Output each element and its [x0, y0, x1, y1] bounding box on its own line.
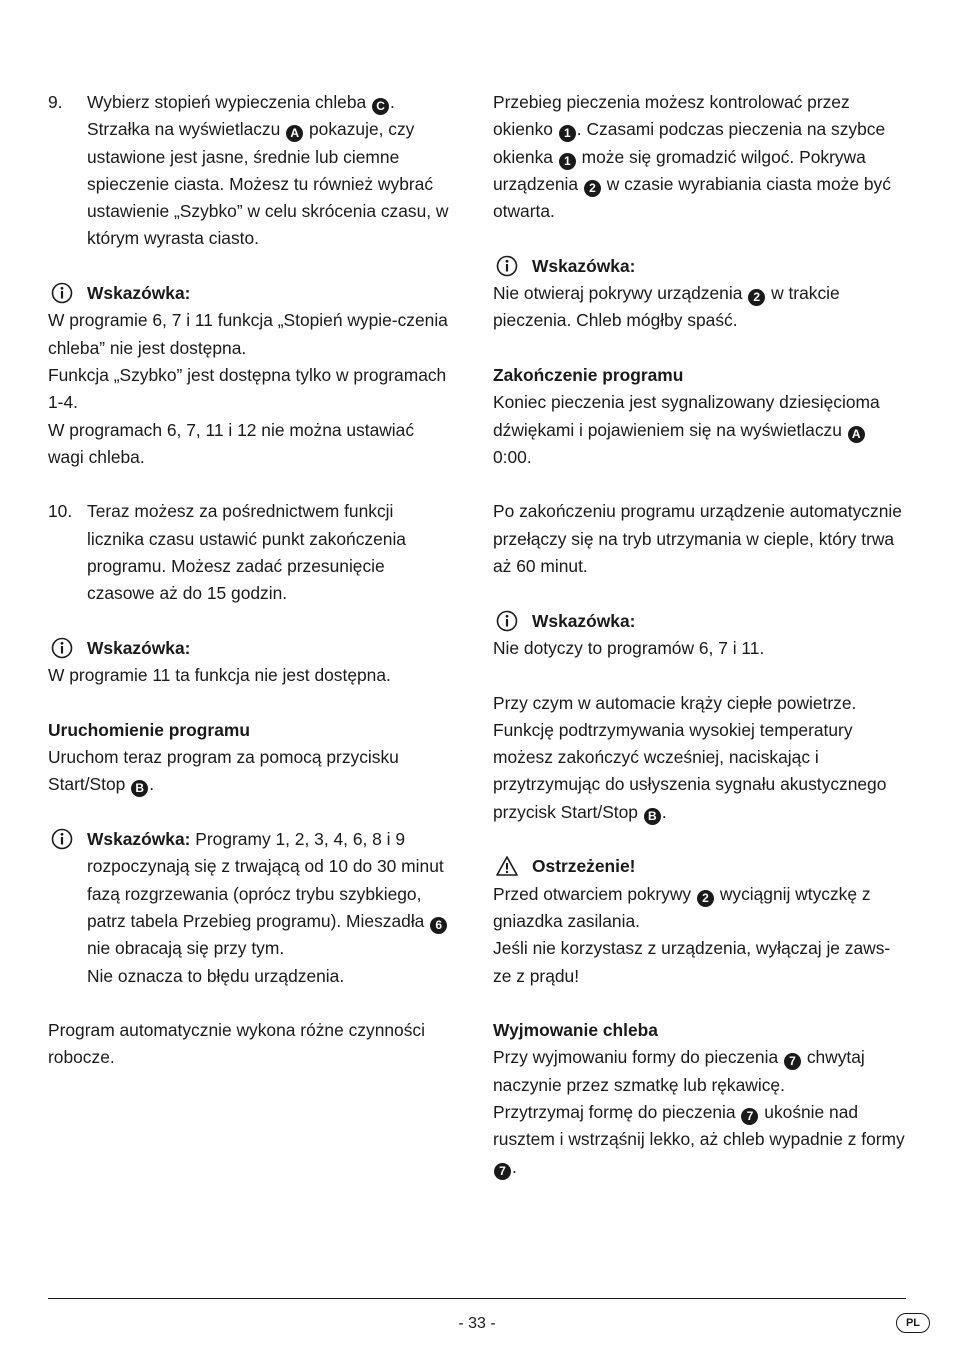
step-9	[48, 89, 453, 253]
ref-badge-1: 1	[559, 153, 576, 170]
paragraph	[493, 89, 908, 225]
paragraph-part: .	[661, 801, 667, 822]
paragraph-part: może się gromadzić wilgoć. Pokrywa urządzenia	[493, 146, 866, 194]
step-text-part: pokazuje, czy ustawione jest jasne, średnie lub ciemne spieczenie ciasta. Możesz tu również wybrać ustawienie „Szybko” w celu skrócenia czasu, w którym wyrasta ciasto.	[87, 119, 449, 249]
hint-box	[493, 608, 908, 663]
ref-badge-2: 2	[697, 890, 714, 907]
hint-text	[87, 826, 453, 962]
paragraph-part: ukośnie nad rusztem i wstrząśnij lekko, aż chleb wypadnie z formy	[493, 1101, 905, 1150]
ref-badge-a: A	[286, 125, 303, 142]
step-text-part: Strzałka na wyświetlaczu	[87, 119, 281, 140]
section-heading: Zakończenie programu	[493, 364, 684, 385]
paragraph-part: w czasie wyrabiania ciasta może być otwarta.	[493, 173, 891, 222]
step-number: 9.	[48, 92, 63, 112]
paragraph	[493, 1099, 908, 1181]
hint-text: Nie oznacza to błędu urządzenia.	[87, 965, 345, 986]
warning-text	[493, 881, 908, 936]
hint-box	[48, 826, 453, 990]
paragraph-part: Przebieg pieczenia możesz kontrolować przez okienko	[493, 92, 850, 140]
warning-text-part: wyciągnij wtyczkę z gniazdka zasilania.	[493, 883, 871, 931]
step-text-part: Wybierz stopień wypieczenia chleba	[87, 92, 367, 112]
page-number: - 33 -	[458, 1315, 496, 1332]
step-text	[87, 89, 453, 253]
ref-badge-b: B	[644, 808, 661, 825]
paragraph: Po zakończeniu programu urządzenie automatycznie przełączy się na tryb utrzymania w cieple, który trwa aż 60 minut.	[493, 501, 902, 577]
language-badge: PL	[896, 1313, 930, 1333]
warning-text-part: Przed otwarciem pokrywy	[493, 883, 692, 904]
info-icon	[51, 637, 73, 659]
ref-badge-7: 7	[784, 1053, 801, 1070]
step-text: Teraz możesz za pośrednictwem funkcji licznika czasu ustawić punkt zakończenia programu. Możesz zadać przesunięcie czasowe aż do 15 godzin.	[87, 501, 406, 604]
warning-icon	[496, 855, 518, 877]
hint-text-part: w trakcie pieczenia. Chleb mógłby spaść.	[493, 283, 840, 331]
paragraph-part: .	[149, 774, 155, 795]
ref-badge-2: 2	[584, 180, 601, 197]
ref-badge-7: 7	[741, 1108, 758, 1125]
step-10	[48, 498, 453, 607]
hint-text-part: Nie otwieraj pokrywy urządzenia	[493, 283, 743, 304]
ref-badge-c: C	[372, 98, 389, 115]
paragraph	[48, 744, 453, 799]
paragraph-part: .	[512, 1156, 517, 1177]
hint-title: Wskazówka:	[532, 255, 636, 276]
section-heading: Wyjmowanie chleba	[493, 1020, 658, 1041]
ref-badge-7: 7	[494, 1163, 511, 1180]
hint-text: W programach 6, 7, 11 i 12 nie można ustawiać wagi chleba.	[48, 419, 415, 467]
paragraph-part: Przy wyjmowaniu formy do pieczenia	[493, 1047, 779, 1068]
paragraph-part: Uruchom teraz program za pomocą przycisku Start/Stop	[48, 747, 399, 795]
hint-text: Funkcja „Szybko” jest dostępna tylko w programach 1-4.	[48, 364, 447, 413]
footer-rule	[48, 1298, 906, 1299]
hint-text: W programie 6, 7 i 11 funkcja „Stopień wypie-czenia chleba” nie jest dostępna.	[48, 310, 448, 358]
paragraph-part: 0:00.	[493, 446, 532, 467]
paragraph: Program automatycznie wykona różne czynności robocze.	[48, 1020, 425, 1068]
left-column	[48, 89, 453, 1072]
hint-text-part: Programy 1, 2, 3, 4, 6, 8 i 9 rozpoczynają się z trwającą od 10 do 30 minut fazą rozgrzewania (oprócz trybu szybkiego, patrz tabela Przebieg programu). Mieszadła	[87, 829, 444, 931]
paragraph-part: . Czasami podczas pieczenia na szybce okienka	[493, 119, 886, 167]
paragraph	[493, 690, 908, 826]
hint-title: Wskazówka:	[532, 610, 636, 631]
hint-text: Nie dotyczy to programów 6, 7 i 11.	[493, 637, 765, 658]
paragraph-part: chwytaj naczynie przez szmatkę lub rękawicę.	[493, 1047, 865, 1095]
ref-badge-6: 6	[430, 917, 447, 934]
warning-box	[493, 853, 908, 989]
paragraph	[493, 1044, 908, 1099]
info-icon	[496, 255, 518, 277]
hint-text: W programie 11 ta funkcja nie jest dostępna.	[48, 665, 391, 686]
ref-badge-a: A	[848, 426, 865, 443]
section-heading: Uruchomienie programu	[48, 719, 250, 740]
info-icon	[496, 610, 518, 632]
paragraph-part: Przy czym w automacie krąży ciepłe powietrze. Funkcję podtrzymywania wysokiej temperatury możesz zakończyć wcześniej, naciskając i przytrzymując do usłyszenia sygnału akustycznego przycisk Start/Stop	[493, 692, 887, 822]
step-number: 10.	[48, 501, 73, 522]
info-icon	[51, 282, 73, 304]
hint-box	[48, 280, 453, 471]
hint-text-part: nie obracają się przy tym.	[87, 938, 285, 959]
hint-title: Wskazówka:	[87, 637, 191, 658]
hint-title: Wskazówka:	[87, 829, 191, 850]
paragraph-part: Koniec pieczenia jest sygnalizowany dziesięcioma dźwiękami i pojawieniem się na wyświetlaczu	[493, 392, 880, 440]
paragraph	[493, 389, 908, 471]
warning-title: Ostrzeżenie!	[532, 856, 636, 877]
ref-badge-b: B	[131, 780, 148, 797]
hint-text	[493, 280, 908, 335]
hint-box	[48, 635, 453, 690]
paragraph-part: Przytrzymaj formę do pieczenia	[493, 1101, 736, 1122]
right-column	[493, 89, 908, 1181]
info-icon	[51, 828, 73, 850]
warning-text: Jeśli nie korzystasz z urządzenia, wyłączaj je zaws-ze z prądu!	[493, 938, 891, 986]
step-text-part: .	[390, 92, 395, 112]
hint-title: Wskazówka:	[87, 283, 191, 304]
hint-box	[493, 253, 908, 335]
ref-badge-2: 2	[748, 289, 765, 306]
ref-badge-1: 1	[559, 125, 576, 142]
